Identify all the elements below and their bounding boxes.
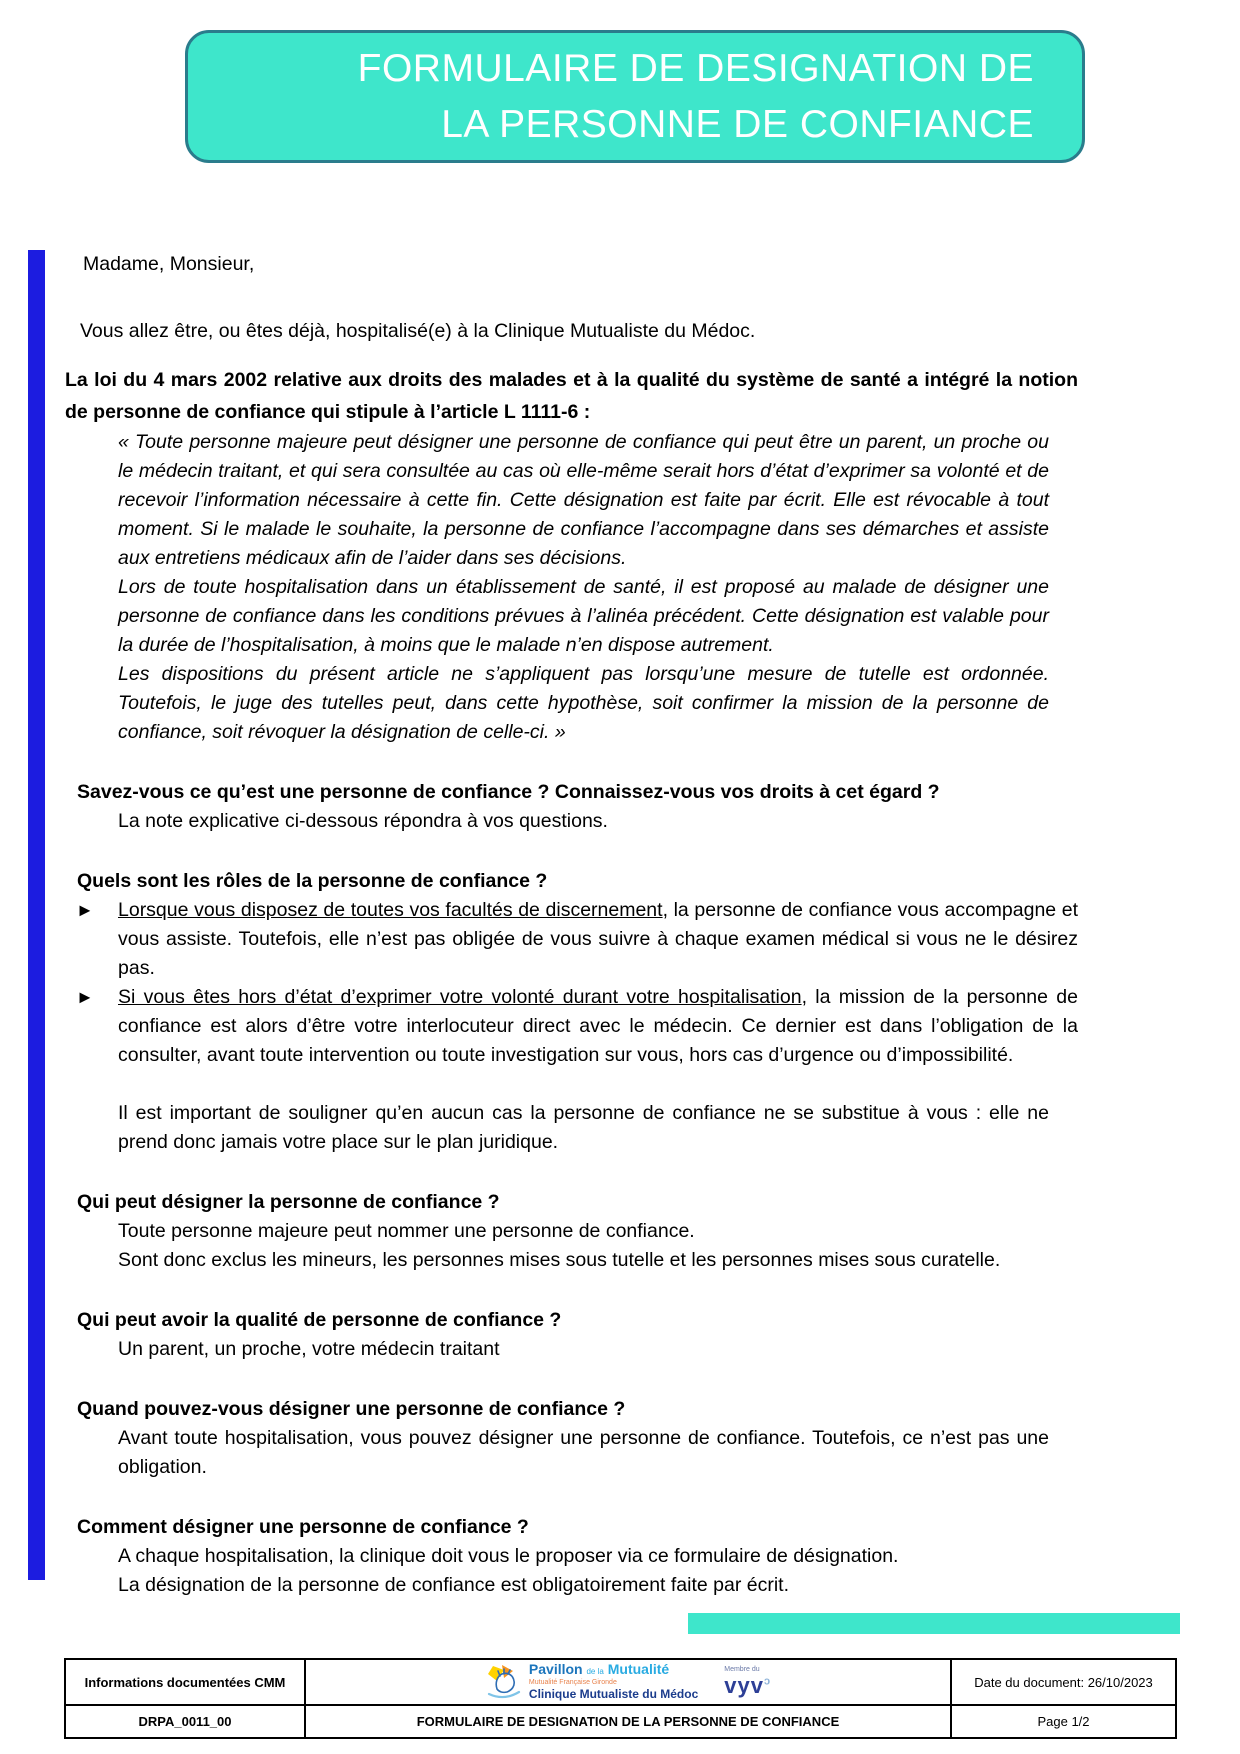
- comment-line-2: La désignation de la personne de confiance est obligatoirement faite par écrit.: [118, 1574, 790, 1596]
- title-banner: [185, 30, 1085, 163]
- role-bullet-1: [65, 896, 1078, 983]
- role-bullet-2-lead: Si vous êtes hors d’état d’exprimer votre volonté durant votre hospitalisation: [118, 986, 802, 1008]
- footer-info-label: Informations documentées CMM: [66, 1660, 306, 1706]
- footer-logo-cell: [306, 1660, 952, 1706]
- quand-line-1: Avant toute hospitalisation, vous pouvez désigner une personne de confiance. Toutefois, ce n’est pas une obligation.: [118, 1427, 1049, 1478]
- pavillon-wordmark: [529, 1662, 669, 1677]
- footer-page-number: Page 1/2: [1037, 1714, 1090, 1729]
- arrow-bullet-icon: ►: [76, 987, 94, 1007]
- role-bullet-1-lead: Lorsque vous disposez de toutes vos facultés de discernement: [118, 899, 663, 921]
- role-bullet-2-rest: , la mission de la personne de confiance est alors d’être votre interlocuteur direct avec le médecin. Ce dernier est dans l’obligation de la consulter, avant toute intervention ou toute investigation sur vous, hors cas d’urgence ou d’impossibilité.: [118, 986, 1078, 1066]
- vyv-wordmark: [724, 1675, 771, 1697]
- pavillon-word: Pavillon: [528, 1661, 583, 1678]
- qui-qualite-line-1: Un parent, un proche, votre médecin traitant: [118, 1338, 500, 1360]
- heading-qui-peut-avoir-qualite: Qui peut avoir la qualité de personne de confiance ?: [77, 1309, 562, 1331]
- role-bullet-1-text: [118, 896, 1078, 983]
- qui-designe-line-1: Toute personne majeure peut nommer une personne de confiance.: [118, 1220, 695, 1242]
- role-bullet-1-rest: , la personne de confiance vous accompagne et vous assiste. Toutefois, elle n’est pas obligée de vous suivre à chaque examen médical si vous ne le désirez pas.: [118, 899, 1078, 979]
- clinique-name: Clinique Mutualiste du Médoc: [528, 1687, 699, 1702]
- teal-divider-bar: [688, 1613, 1180, 1634]
- vyv-membre-label: Membre du: [724, 1666, 760, 1674]
- law-quote-paragraph-1: « Toute personne majeure peut désigner une personne de confiance qui peut être un parent, un proche ou le médecin traitant, et qui sera consultée au cas où elle-même serait hors d’état d’exprimer sa volonté et de recevoir l’information nécessaire à cette fin. Cette désignation est faite par écrit. Elle est révocable à tout moment. Si le malade le souhaite, la personne de confiance l’accompagne dans ses démarches et assiste aux entretiens médicaux afin de l’aider dans ses décisions.: [118, 431, 1049, 569]
- salutation: Madame, Monsieur,: [83, 253, 255, 275]
- important-note: Il est important de souligner qu’en aucun cas la personne de confiance ne se substitue à vous : elle ne prend donc jamais votre place sur le plan juridique.: [118, 1102, 1049, 1153]
- document-body: [65, 250, 1078, 1600]
- pavillon-hand-icon: [485, 1663, 523, 1701]
- role-bullet-2: [65, 983, 1078, 1070]
- footer-table: [64, 1658, 1177, 1739]
- pavillon-dela: de la: [586, 1667, 604, 1677]
- heading-qui-peut-designer: Qui peut désigner la personne de confiance ?: [77, 1191, 500, 1213]
- vyv-text: vyv: [724, 1673, 764, 1699]
- footer-date: Date du document: 26/10/2023: [952, 1660, 1175, 1706]
- hospitalisation-intro: Vous allez être, ou êtes déjà, hospitalisé(e) à la Clinique Mutualiste du Médoc.: [80, 320, 756, 342]
- vyv-arc-icon: ᴐ: [763, 1676, 772, 1689]
- law-intro: La loi du 4 mars 2002 relative aux droits des malades et à la qualité du système de santé a intégré la notion de personne de confiance qui stipule à l’article L 1111-6 :: [65, 369, 1078, 423]
- pavillon-logo: [485, 1662, 698, 1701]
- heading-savez-vous: Savez-vous ce qu’est une personne de confiance ? Connaissez-vous vos droits à cet égard ?: [77, 781, 940, 803]
- footer-logos: [485, 1662, 771, 1701]
- qui-designe-line-2: Sont donc exclus les mineurs, les personnes mises sous tutelle et les personnes mises sous curatelle.: [118, 1249, 1001, 1271]
- role-bullet-2-text: [118, 983, 1078, 1070]
- heading-quand-designer: Quand pouvez-vous désigner une personne de confiance ?: [77, 1398, 626, 1420]
- comment-line-1: A chaque hospitalisation, la clinique doit vous le proposer via ce formulaire de désignation.: [118, 1545, 899, 1567]
- pavillon-logo-text: [529, 1662, 698, 1701]
- law-quote-paragraph-3: Les dispositions du présent article ne s’appliquent pas lorsqu’une mesure de tutelle est ordonnée. Toutefois, le juge des tutelles peut, dans cette hypothèse, soit confirmer la mission de la personne de confiance, soit révoquer la désignation de celle-ci. »: [118, 663, 1049, 743]
- arrow-bullet-icon: ►: [76, 900, 94, 920]
- page-title-line1: FORMULAIRE DE DESIGNATION DE: [357, 46, 1034, 90]
- heading-comment-designer: Comment désigner une personne de confiance ?: [77, 1516, 529, 1538]
- page-title-line2: LA PERSONNE DE CONFIANCE: [441, 102, 1034, 146]
- pavillon-mutualite: Mutualité: [607, 1661, 670, 1678]
- law-quote-paragraph-2: Lors de toute hospitalisation dans un établissement de santé, il est proposé au malade de désigner une personne de confiance dans les conditions prévues à l’alinéa précédent. Cette désignation est valable pour la durée de l’hospitalisation, à moins que le malade n’en dispose autrement.: [118, 576, 1049, 656]
- savez-vous-body: La note explicative ci-dessous répondra à vos questions.: [118, 810, 608, 832]
- left-accent-bar: [28, 250, 45, 1580]
- footer-doc-ref: DRPA_0011_00: [66, 1706, 306, 1737]
- footer-doc-title: FORMULAIRE DE DESIGNATION DE LA PERSONNE DE CONFIANCE: [306, 1706, 952, 1737]
- vyv-logo: [724, 1666, 771, 1697]
- heading-roles: Quels sont les rôles de la personne de confiance ?: [77, 870, 548, 892]
- pavillon-subtitle: Mutualité Française Gironde: [528, 1678, 617, 1686]
